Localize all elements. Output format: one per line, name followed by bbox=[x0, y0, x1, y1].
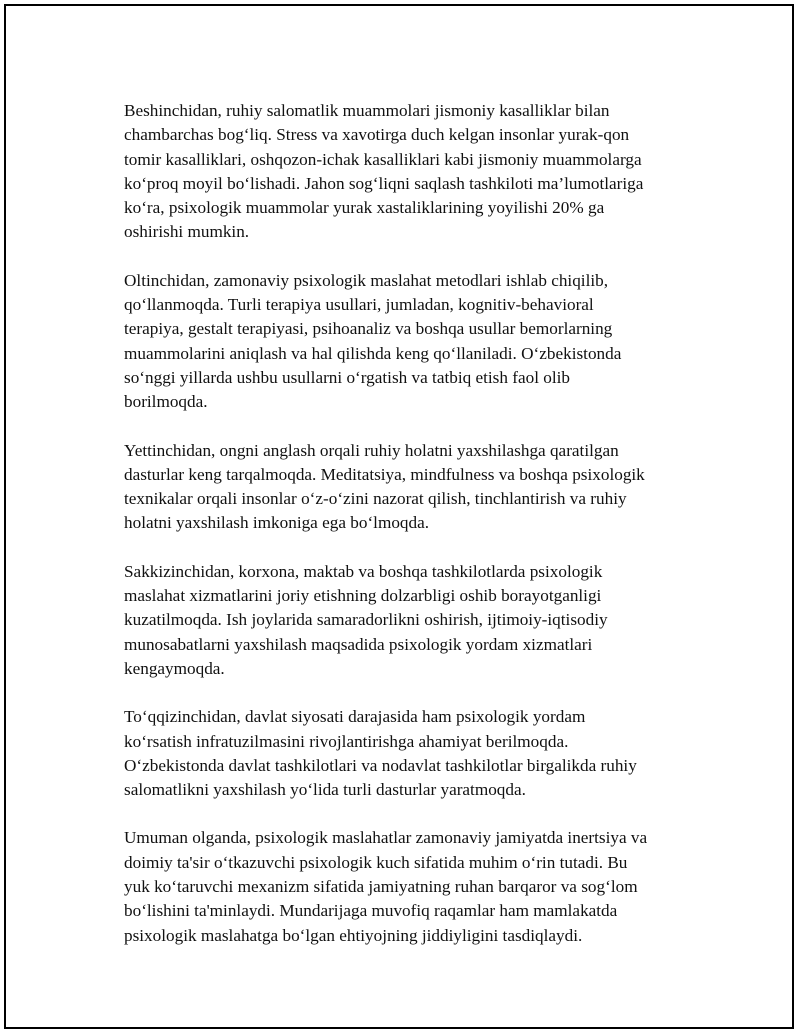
paragraph-3 bbox=[124, 439, 704, 536]
paragraph-line: psixologik maslahatga bo‘lgan ehtiyojning jiddiyligini tasdiqlaydi. bbox=[124, 925, 583, 945]
paragraph-line: Sakkizinchidan, korxona, maktab va boshqa tashkilotlarda psixologik bbox=[124, 561, 603, 581]
page-frame bbox=[4, 4, 794, 1029]
paragraph-line: ko‘proq moyil bo‘lishadi. Jahon sog‘liqni saqlash tashkiloti ma’lumotlariga bbox=[124, 173, 644, 193]
paragraph-line: To‘qqizinchidan, davlat siyosati darajasida ham psixologik yordam bbox=[124, 707, 586, 727]
paragraph-line: O‘zbekistonda davlat tashkilotlari va nodavlat tashkilotlar birgalikda ruhiy bbox=[124, 755, 637, 775]
paragraph-4 bbox=[124, 560, 704, 681]
paragraph-line: holatni yaxshilash imkoniga ega bo‘lmoqda. bbox=[124, 513, 430, 533]
document-body bbox=[124, 99, 704, 972]
paragraph-line: muammolarini aniqlash va hal qilishda keng qo‘llaniladi. O‘zbekistonda bbox=[124, 343, 622, 363]
paragraph-line: maslahat xizmatlarini joriy etishning dolzarbligi oshib borayotganligi bbox=[124, 586, 602, 606]
paragraph-line: doimiy ta'sir o‘tkazuvchi psixologik kuch sifatida muhim o‘rin tutadi. Bu bbox=[124, 852, 628, 872]
paragraph-line: salomatlikni yaxshilash yo‘lida turli dasturlar yaratmoqda. bbox=[124, 780, 526, 800]
paragraph-line: ko‘rsatish infratuzilmasini rivojlantirishga ahamiyat berilmoqda. bbox=[124, 731, 569, 751]
paragraph-line: Oltinchidan, zamonaviy psixologik maslahat metodlari ishlab chiqilib, bbox=[124, 270, 609, 290]
paragraph-line: Yettinchidan, ongni anglash orqali ruhiy holatni yaxshilashga qaratilgan bbox=[124, 440, 619, 460]
paragraph-line: qo‘llanmoqda. Turli terapiya usullari, jumladan, kognitiv-behavioral bbox=[124, 295, 594, 315]
paragraph-line: oshirishi mumkin. bbox=[124, 222, 250, 242]
paragraph-line: yuk ko‘taruvchi mexanizm sifatida jamiyatning ruhan barqaror va sog‘lom bbox=[124, 877, 638, 897]
paragraph-line: Beshinchidan, ruhiy salomatlik muammolari jismoniy kasalliklar bilan bbox=[124, 101, 610, 120]
paragraph-line: kuzatilmoqda. Ish joylarida samaradorlikni oshirish, ijtimoiy-iqtisodiy bbox=[124, 610, 608, 630]
paragraph-line: texnikalar orqali insonlar o‘z-o‘zini nazorat qilish, tinchlantirish va ruhiy bbox=[124, 489, 627, 509]
paragraph-line: terapiya, gestalt terapiyasi, psihoanaliz va boshqa usullar bemorlarning bbox=[124, 319, 613, 339]
paragraph-line: munosabatlarni yaxshilash maqsadida psixologik yordam xizmatlari bbox=[124, 634, 593, 654]
paragraph-1 bbox=[124, 99, 704, 245]
paragraph-line: dasturlar keng tarqalmoqda. Meditatsiya, mindfulness va boshqa psixologik bbox=[124, 464, 645, 484]
paragraph-line: borilmoqda. bbox=[124, 392, 208, 412]
paragraph-line: so‘nggi yillarda ushbu usullarni o‘rgatish va tatbiq etish faol olib bbox=[124, 367, 571, 387]
paragraph-line: tomir kasalliklari, oshqozon-ichak kasalliklari kabi jismoniy muammolarga bbox=[124, 149, 642, 169]
paragraph-line: Umuman olganda, psixologik maslahatlar zamonaviy jamiyatda inertsiya va bbox=[124, 828, 648, 848]
paragraph-line: bo‘lishini ta'minlaydi. Mundarijaga muvofiq raqamlar ham mamlakatda bbox=[124, 901, 618, 921]
paragraph-6 bbox=[124, 826, 704, 947]
paragraph-line: kengaymoqda. bbox=[124, 658, 225, 678]
paragraph-line: ko‘ra, psixologik muammolar yurak xastaliklarining yoyilishi 20% ga bbox=[124, 198, 605, 218]
paragraph-2 bbox=[124, 269, 704, 415]
paragraph-line: chambarchas bog‘liq. Stress va xavotirga duch kelgan insonlar yurak-qon bbox=[124, 125, 630, 145]
paragraph-5 bbox=[124, 705, 704, 802]
